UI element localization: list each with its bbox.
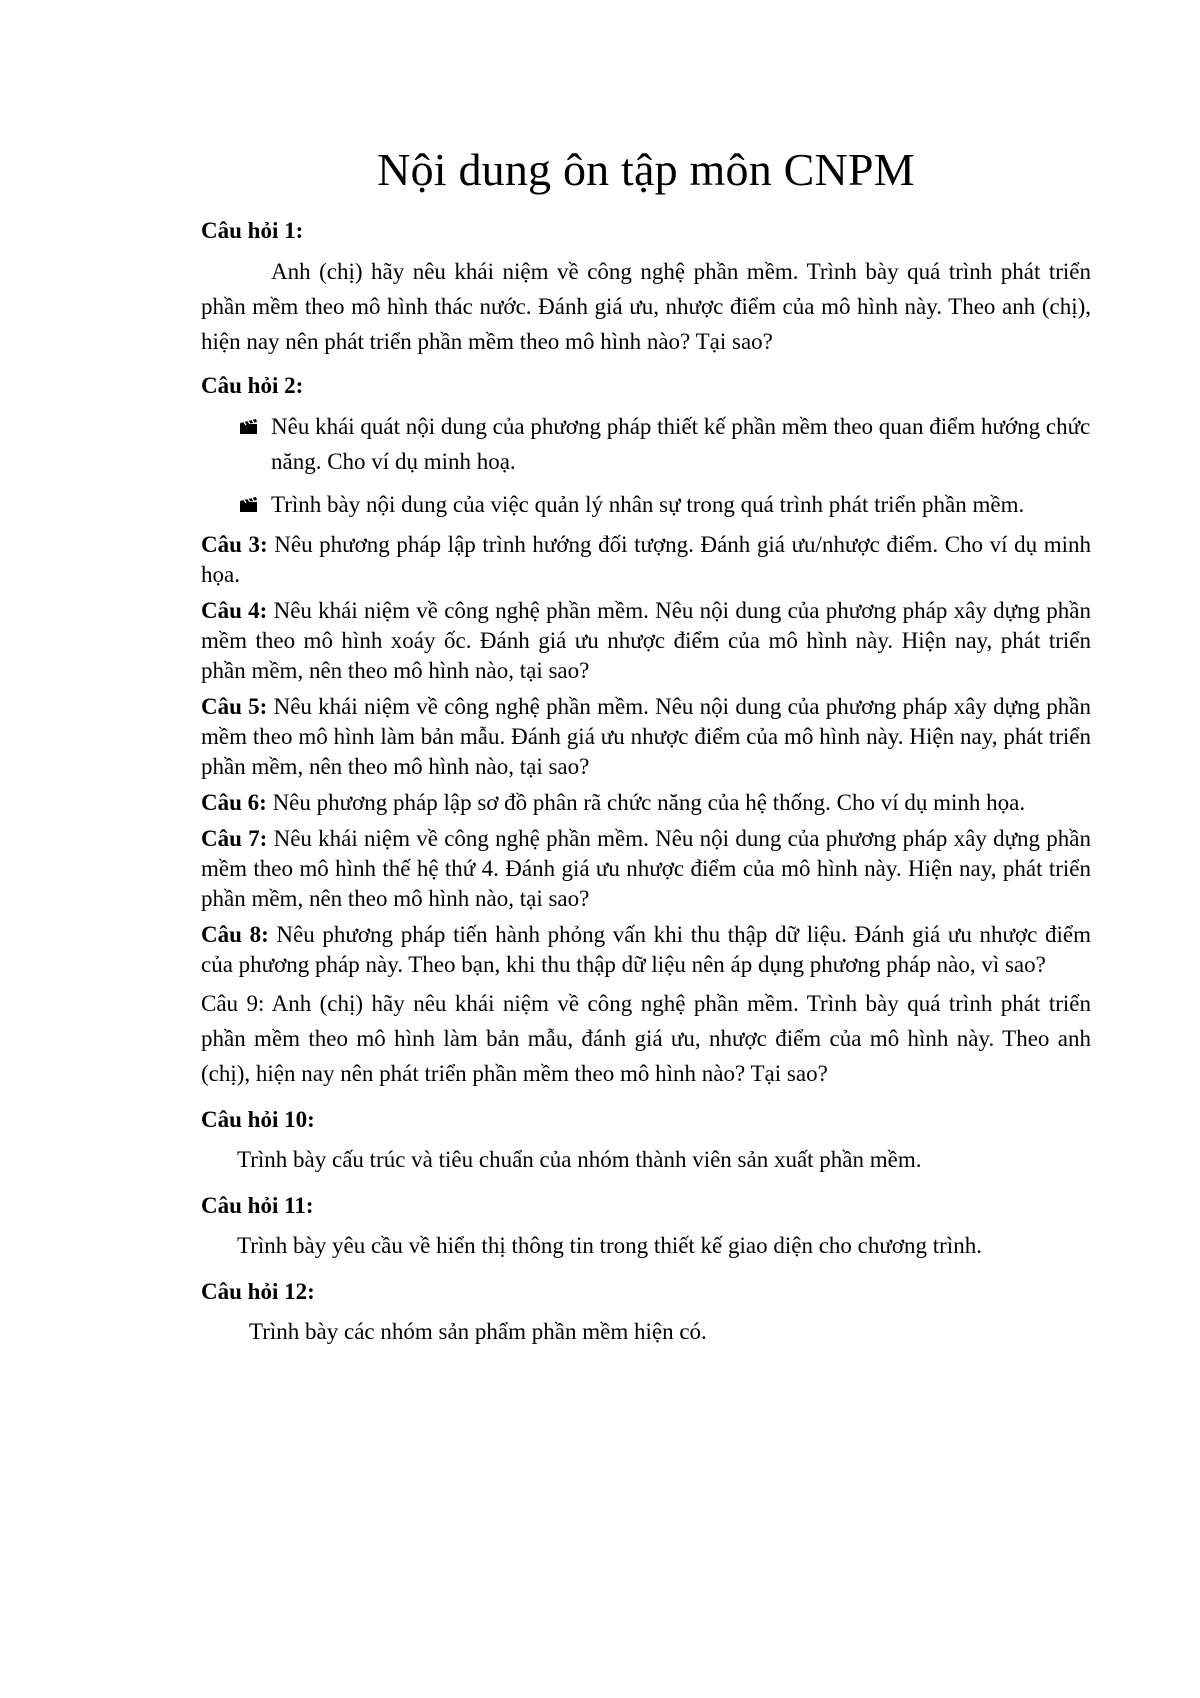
question-4 [201,596,1091,686]
list-item-text: Trình bày nội dung của việc quản lý nhân sự trong quá trình phát triển phần mềm. [271,492,1025,517]
question-4-text: Nêu khái niệm về công nghệ phần mềm. Nêu nội dung của phương pháp xây dựng phần mềm theo mô hình xoáy ốc. Đánh giá ưu nhược điểm của mô hình này. Hiện nay, phát triển phần mềm, nên theo mô hình nào, tại sao? [201,598,1092,683]
question-1-text: Anh (chị) hãy nêu khái niệm về công nghệ phần mềm. Trình bày quá trình phát triển phần mềm theo mô hình thác nước. Đánh giá ưu, nhược điểm của mô hình này. Theo anh (chị), hiện nay nên phát triển phần mềm theo mô hình nào? Tại sao? [201,259,1091,354]
clapperboard-icon [239,418,259,435]
clapperboard-icon [239,496,259,513]
question-7-label: Câu 7: [201,826,268,851]
question-10-text: Trình bày cấu trúc và tiêu chuẩn của nhóm thành viên sản xuất phần mềm. [237,1147,922,1172]
question-8-label: Câu 8: [201,922,269,947]
question-6-label: Câu 6: [201,790,267,815]
question-1-label: Câu hỏi 1: [201,218,304,243]
question-5-label: Câu 5: [201,694,268,719]
question-7-text: Nêu khái niệm về công nghệ phần mềm. Nêu nội dung của phương pháp xây dựng phần mềm theo mô hình thế hệ thứ 4. Đánh giá ưu nhược điểm của mô hình này. Hiện nay, phát triển phần mềm, nên theo mô hình nào, tại sao? [201,826,1092,911]
question-7 [201,824,1091,914]
question-12-label: Câu hỏi 12: [201,1279,315,1304]
question-4-label: Câu 4: [201,598,268,623]
question-11-text: Trình bày yêu cầu về hiển thị thông tin trong thiết kế giao diện cho chương trình. [237,1233,982,1258]
question-11-label: Câu hỏi 11: [201,1193,314,1218]
question-3-label: Câu 3: [201,532,268,557]
list-item [201,409,1091,479]
question-8 [201,920,1091,980]
list-item [201,487,1091,522]
question-5-text: Nêu khái niệm về công nghệ phần mềm. Nêu nội dung của phương pháp xây dựng phần mềm theo mô hình làm bản mẫu. Đánh giá ưu nhược điểm của mô hình này. Hiện nay, phát triển phần mềm, nên theo mô hình nào, tại sao? [201,694,1092,779]
question-3 [201,530,1091,590]
question-3-text: Nêu phương pháp lập trình hướng đối tượng. Đánh giá ưu/nhược điểm. Cho ví dụ minh họa. [201,532,1091,587]
question-8-text: Nêu phương pháp tiến hành phỏng vấn khi thu thập dữ liệu. Đánh giá ưu nhược điểm của phương pháp này. Theo bạn, khi thu thập dữ liệu nên áp dụng phương pháp nào, vì sao? [201,922,1091,977]
page-title: Nội dung ôn tập môn CNPM [377,144,915,195]
question-2-label: Câu hỏi 2: [201,373,304,398]
question-5 [201,692,1091,782]
question-6-text: Nêu phương pháp lập sơ đồ phân rã chức năng của hệ thống. Cho ví dụ minh họa. [266,790,1026,815]
question-6 [201,788,1091,818]
question-9-text: Câu 9: Anh (chị) hãy nêu khái niệm về công nghệ phần mềm. Trình bày quá trình phát triển phần mềm theo mô hình làm bản mẫu, đánh giá ưu, nhược điểm của mô hình này. Theo anh (chị), hiện nay nên phát triển phần mềm theo mô hình nào? Tại sao? [201,991,1091,1086]
question-10-label: Câu hỏi 10: [201,1107,315,1132]
list-item-text: Nêu khái quát nội dung của phương pháp thiết kế phần mềm theo quan điểm hướng chức năng. Cho ví dụ minh hoạ. [271,414,1091,474]
question-12-text: Trình bày các nhóm sản phẩm phần mềm hiện có. [249,1319,707,1344]
question-2-list [201,409,1091,522]
document-body [201,140,1091,1361]
